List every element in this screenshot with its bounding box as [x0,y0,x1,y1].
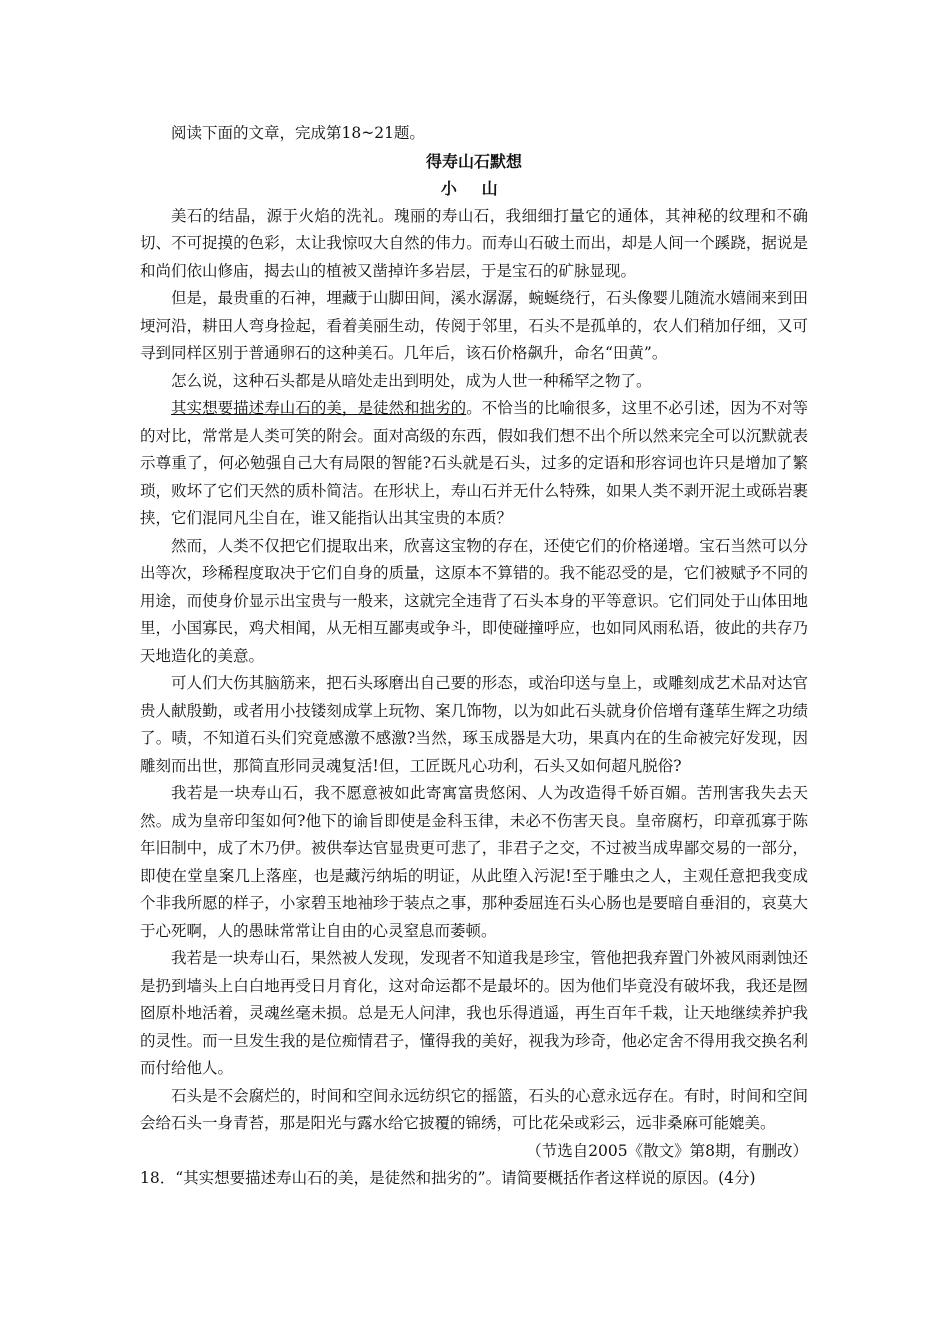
paragraph-5: 然而，人类不仅把它们提取出来，欣喜这宝物的存在，还使它们的价格递增。宝石当然可以分出等次，珍稀程度取决于它们自身的质量，这原本不算错的。我不能忍受的是，它们被赋予不同的用途，而使身价显示出宝贵与一般来，这就完全违背了石头本身的平等意识。它们同处于山体田地里，小国寡民，鸡犬相闻，从无相互鄙夷或争斗，即使碰撞呼应，也如同风雨私语，彼此的共存乃天地造化的美意。 [140,536,808,665]
source-citation: （节选自2005《散文》第8期，有删改） [526,1141,808,1160]
paragraph-7: 我若是一块寿山石，我不愿意被如此寄寓富贵悠闲、人为改造得千娇百媚。苦刑害我失去天然。成为皇帝印玺如何?他下的谕旨即使是金科玉律，未必不伤害天良。皇帝腐朽，印章孤寡于陈年旧制中，成了木乃伊。被供奉达官显贵更可悲了，非君子之交，不过被当成卑鄙交易的一部分，即使在堂皇案几上落座，也是藏污纳垢的明证，从此堕入污泥!至于雕虫之人，主观任意把我变成个非我所愿的样子，小家碧玉地袖珍于装点之事，那种委屈连石头心肠也是要暗自垂泪的，哀莫大于心死啊，人的愚昧常常让自由的心灵窒息而萎顿。 [140,784,808,940]
article-title: 得寿山石默想 [425,151,522,171]
paragraph-1: 美石的结晶，源于火焰的洗礼。瑰丽的寿山石，我细细打量它的通体，其神秘的纹理和不确切、不可捉摸的色彩，太让我惊叹大自然的伟力。而寿山石破土而出，却是人间一个蹊跷，据说是和尚们依山修庙，揭去山的植被又凿掉许多岩层，于是宝石的矿脉显现。 [140,206,808,280]
paragraph-4 [140,395,808,533]
document-page [140,120,808,1193]
paragraph-8: 我若是一块寿山石，果然被人发现，发现者不知道我是珍宝，管他把我弃置门外被风雨剥蚀还是扔到墙头上白白地再受日月育化，这对命运都不是最坏的。因为他们毕竟没有破坏我，我还是囫囵原朴地活着，灵魂丝毫未损。总是无人问津，我也乐得逍遥，再生百年千栽，让天地继续养护我的灵性。而一旦发生我的是位痴情君子，懂得我的美好，视我为珍奇，他必定舍不得用我交换名利而付给他人。 [140,949,808,1077]
paragraph-3: 怎么说，这种石头都是从暗处走出到明处，成为人世一种稀罕之物了。 [171,371,652,390]
article-author: 小 山 [440,179,508,198]
paragraph-4-rest: 。不恰当的比喻很多，这里不必引述，因为不对等的对比，常常是人类可笑的附会。面对高级的东西，假如我们想不出个所以然来完全可以沉默就表示尊重了，何必勉强自己大有局限的智能?石头就是石头，过多的定语和形容词也许只是增加了繁琐，败坏了它们天然的质朴简洁。在形状上，寿山石并无什么特殊，如果人类不剥开泥土或砾岩裹挟，它们混同凡尘自在，谁又能指认出其宝贵的本质？ [140,399,808,527]
paragraph-2: 但是，最贵重的石神，埋藏于山脚田间，溪水潺潺，蜿蜒绕行，石头像婴儿随流水嬉闹来到田埂河沿，耕田人弯身捡起，看着美丽生动，传阅于邻里，石头不是孤单的，农人们稍加仔细，又可寻到同样区别于普通卵石的这种美石。几年后，该石价格飙升，命名“田黄”。 [140,289,808,362]
reading-instruction: 阅读下面的文章，完成第18~21题。 [171,124,425,142]
underlined-key-sentence: 其实想要描述寿山石的美，是徒然和拙劣的 [171,399,467,417]
paragraph-9: 石头是不会腐烂的，时间和空间永远纺织它的摇篮，石头的心意永远存在。有时，时间和空间会给石头一身青苔，那是阳光与露水给它披覆的锦绣，可比花朵或彩云，远非桑麻可能媲美。 [140,1086,808,1132]
question-18: 18．“其实想要描述寿山石的美，是徒然和拙劣的”。请简要概括作者这样说的原因。(4分) [140,1169,756,1187]
paragraph-6: 可人们大伤其脑筋来，把石头琢磨出自己要的形态，或治印送与皇上，或雕刻成艺术品对达官贵人献殷勤，或者用小技镂刻成掌上玩物、案几饰物，以为如此石头就身价倍增有蓬荜生辉之功绩了。啧，不知道石头们究竟感激不感激?当然，琢玉成器是大功，果真内在的生命被完好发现，因雕刻而出世，那简直形同灵魂复活!但，工匠既凡心功利，石头又如何超凡脱俗? [140,674,808,775]
